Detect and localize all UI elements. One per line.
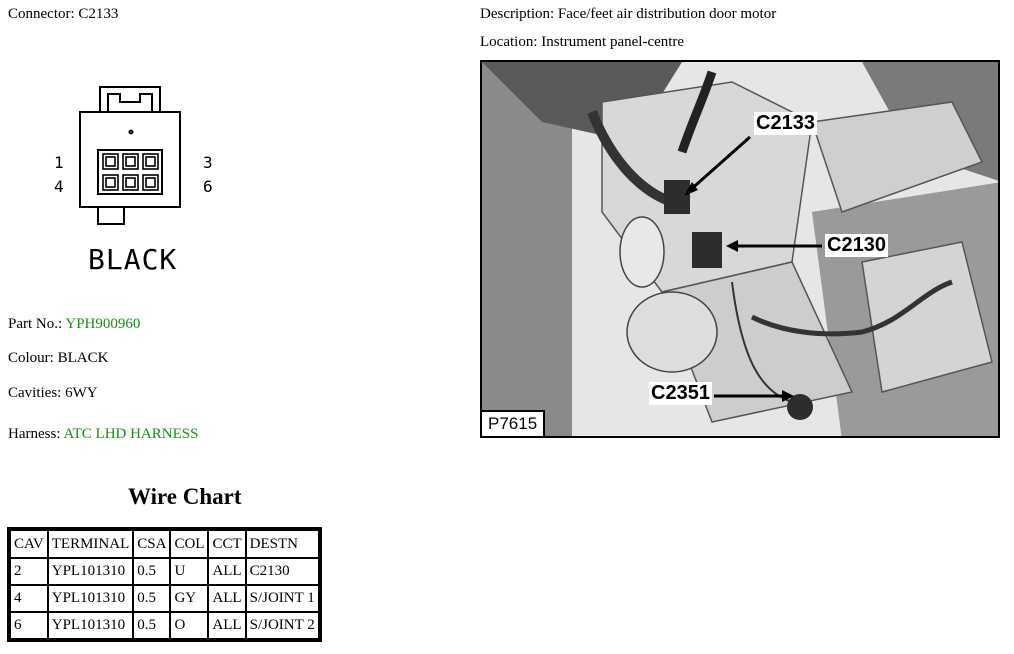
callout-c2133: C2133 [756, 112, 815, 134]
connector-label: Connector: [8, 6, 75, 22]
harness-link[interactable]: ATC LHD HARNESS [63, 426, 199, 442]
cavities-row [8, 385, 98, 402]
connector-id: C2133 [78, 6, 119, 22]
cell-col: GY [170, 585, 208, 612]
table-row [10, 612, 319, 639]
callout-c2130: C2130 [827, 234, 886, 256]
cell-cav: 2 [10, 558, 48, 585]
part-number-label: Part No.: [8, 316, 63, 332]
cell-cct: ALL [208, 612, 245, 639]
description-value: Face/feet air distribution door motor [557, 6, 777, 22]
part-number-row [8, 316, 140, 333]
column-header-terminal: TERMINAL [48, 530, 134, 558]
column-header-col: COL [170, 530, 208, 558]
callout-c2351: C2351 [651, 382, 710, 404]
cell-destn: S/JOINT 2 [246, 612, 319, 639]
table-row [10, 585, 319, 612]
table-header-row [10, 530, 319, 558]
column-header-cct: CCT [208, 530, 245, 558]
cell-csa: 0.5 [133, 585, 170, 612]
location-photo [480, 60, 1000, 438]
cell-terminal: YPL101310 [48, 612, 134, 639]
cell-cct: ALL [208, 585, 245, 612]
description-row [480, 6, 776, 23]
cell-destn: S/JOINT 1 [246, 585, 319, 612]
connector-colour-caption: BLACK [88, 243, 178, 276]
location-label: Location: [480, 34, 538, 50]
colour-label: Colour: [8, 350, 54, 366]
figure-id: P7615 [482, 410, 545, 436]
connector-heading [8, 6, 118, 23]
column-header-csa: CSA [133, 530, 170, 558]
wire-chart-table [7, 527, 322, 642]
column-header-destn: DESTN [246, 530, 319, 558]
pin-label-6: 6 [203, 177, 213, 196]
part-number-link[interactable]: YPH900960 [65, 316, 141, 332]
table-row [10, 558, 319, 585]
photo-illustration [482, 62, 1000, 438]
cell-cav: 6 [10, 612, 48, 639]
cell-cav: 4 [10, 585, 48, 612]
cell-terminal: YPL101310 [48, 585, 134, 612]
cell-csa: 0.5 [133, 612, 170, 639]
harness-row [8, 426, 198, 443]
cell-col: O [170, 612, 208, 639]
pin-label-3: 3 [203, 153, 213, 172]
column-header-cav: CAV [10, 530, 48, 558]
cavities-label: Cavities: [8, 385, 62, 401]
cavities-value: 6WY [65, 385, 98, 401]
pin-label-1: 1 [54, 153, 64, 172]
wire-chart-title: Wire Chart [128, 484, 242, 509]
cell-csa: 0.5 [133, 558, 170, 585]
pin-label-4: 4 [54, 177, 64, 196]
harness-label: Harness: [8, 426, 61, 442]
description-label: Description: [480, 6, 555, 22]
colour-row [8, 350, 108, 367]
location-value: Instrument panel-centre [541, 34, 685, 50]
location-row [480, 34, 684, 51]
cell-col: U [170, 558, 208, 585]
cell-destn: C2130 [246, 558, 319, 585]
cell-cct: ALL [208, 558, 245, 585]
cell-terminal: YPL101310 [48, 558, 134, 585]
colour-value: BLACK [57, 350, 109, 366]
